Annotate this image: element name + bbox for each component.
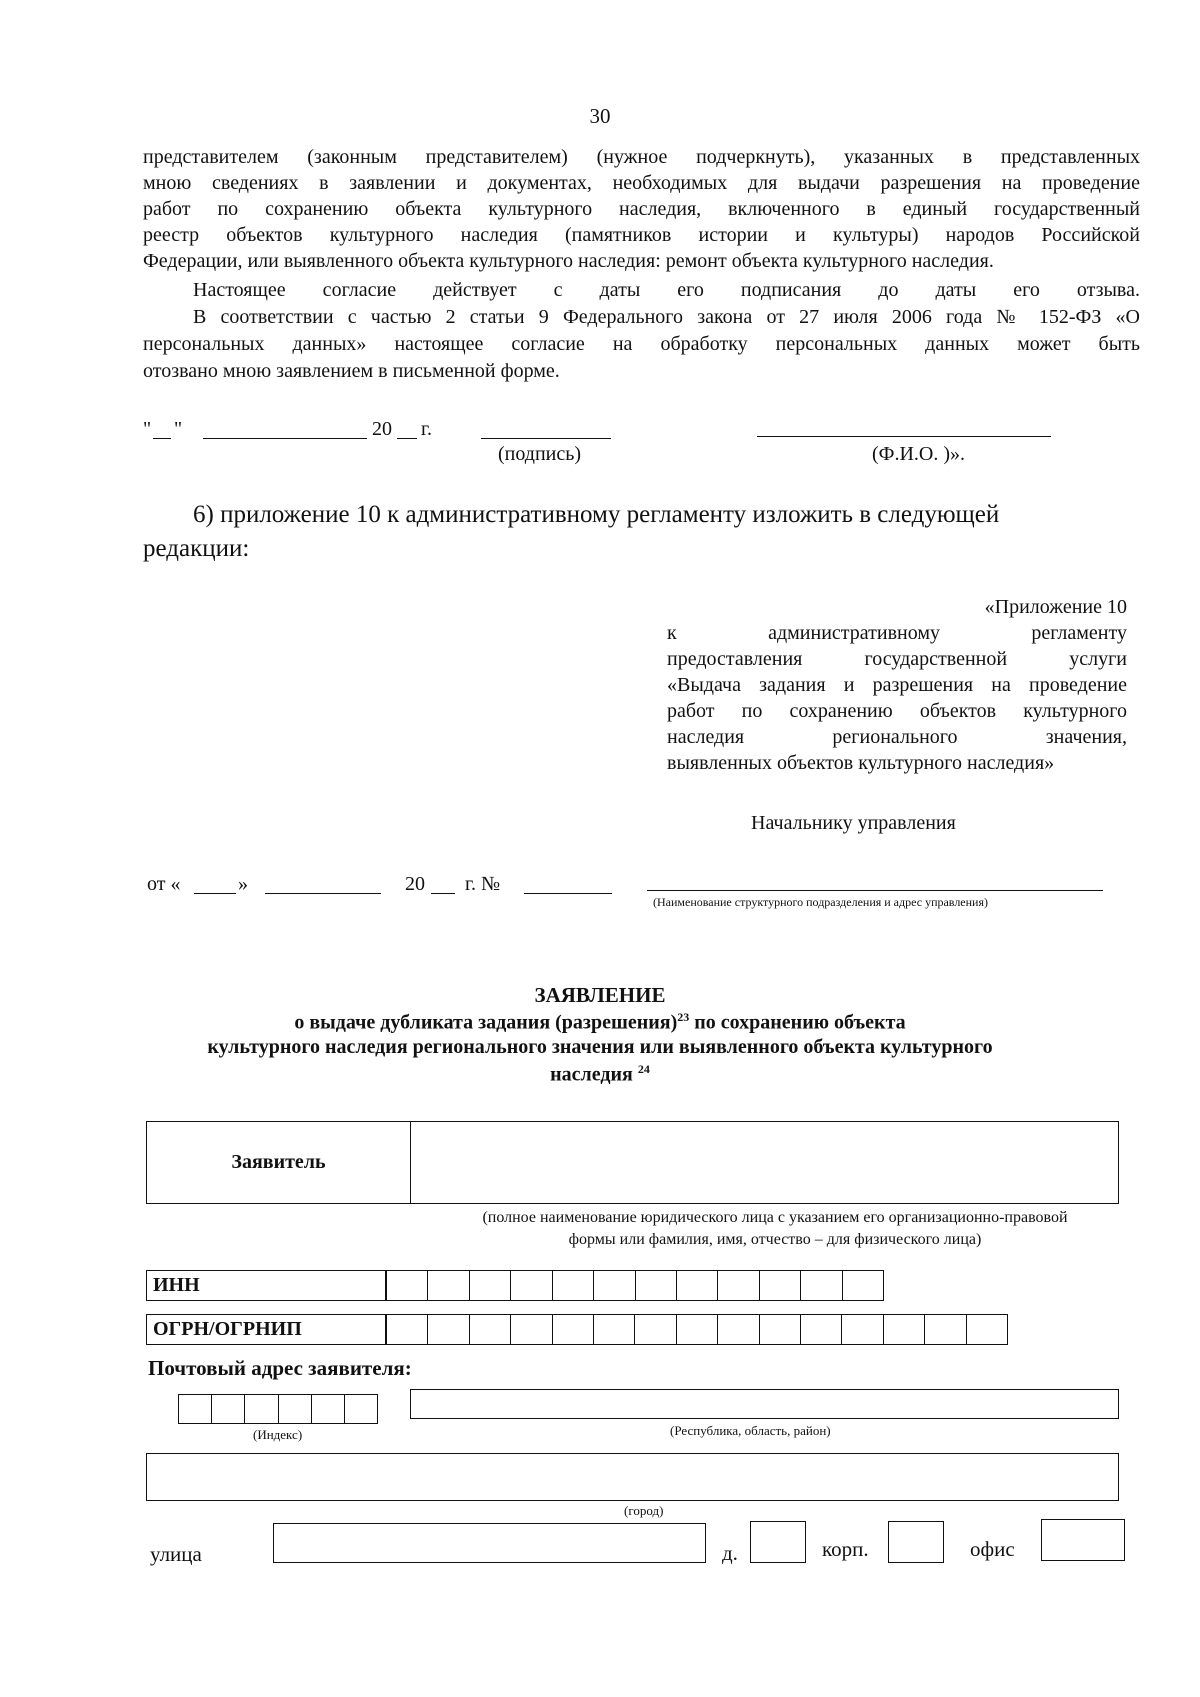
annex-line-1: «Приложение 10 — [984, 596, 1127, 618]
inn-label: ИНН — [153, 1274, 200, 1296]
dated-year: 20 — [405, 873, 425, 895]
inn-cell[interactable] — [676, 1271, 717, 1300]
law-text-2: персональных данных» настоящее согласие на обработку персональных данных может быть — [143, 333, 1140, 355]
subtitle-1-end: по сохранению объекта — [689, 1011, 906, 1034]
ogrn-label: ОГРН/ОГРНИП — [153, 1318, 302, 1340]
dated-number-label: г. № — [465, 873, 501, 895]
ogrn-cell[interactable] — [427, 1315, 468, 1344]
sig-day-blank[interactable] — [153, 438, 171, 439]
signature-blank[interactable] — [481, 438, 611, 439]
fio-label: (Ф.И.О. )». — [872, 443, 966, 465]
annex-line-2: к административному регламенту — [667, 622, 1127, 644]
ogrn-cell[interactable] — [676, 1315, 717, 1344]
footnote-24: 24 — [637, 1062, 650, 1076]
intro-line-5 — [143, 250, 1140, 273]
inn-cell[interactable] — [510, 1271, 551, 1300]
intro-line-4 — [143, 224, 1140, 247]
ogrn-cell[interactable] — [883, 1315, 924, 1344]
intro-text-5: Федерации, или выявленного объекта культурного наследия: ремонт объекта культурного наследия. — [143, 250, 994, 272]
ogrn-cell[interactable] — [841, 1315, 882, 1344]
office-field[interactable] — [1041, 1519, 1125, 1561]
fio-blank[interactable] — [757, 436, 1051, 437]
dated-year-blank[interactable] — [431, 893, 455, 894]
inn-cell[interactable] — [427, 1271, 468, 1300]
inn-cell[interactable] — [469, 1271, 510, 1300]
applicant-caption-2: формы или фамилия, имя, отчество – для физического лица) — [568, 1231, 982, 1248]
subtitle-3-text: наследия — [550, 1063, 633, 1086]
inn-cell[interactable] — [759, 1271, 800, 1300]
law-text-1: В соответствии с частью 2 статьи 9 Федерального закона от 27 июля 2006 года № 152-ФЗ «О — [193, 306, 1140, 328]
applicant-label-cell — [146, 1121, 411, 1204]
law-line-2 — [143, 333, 1140, 356]
inn-cells[interactable] — [386, 1270, 884, 1301]
inn-cell[interactable] — [842, 1271, 883, 1300]
ogrn-cell[interactable] — [469, 1315, 510, 1344]
intro-line-2 — [143, 172, 1140, 195]
addressee: Начальнику управления — [751, 812, 956, 834]
intro-line-3 — [143, 198, 1140, 221]
annex-line-6: наследия регионального значения, — [667, 726, 1127, 748]
postal-label: Почтовый адрес заявителя: — [148, 1356, 412, 1380]
annex-header — [667, 594, 1127, 776]
signature-label: (подпись) — [498, 443, 582, 465]
annex-line-7: выявленных объектов культурного наследия» — [667, 752, 1055, 774]
ogrn-cell[interactable] — [387, 1315, 427, 1344]
office-label: офис — [970, 1537, 1015, 1561]
sig-year: 20 — [372, 418, 392, 440]
subtitle-1-text: о выдаче дубликата задания (разрешения) — [294, 1011, 678, 1034]
amendment-line-2: редакции: — [143, 535, 250, 562]
ogrn-cell[interactable] — [924, 1315, 965, 1344]
annex-line-4: «Выдача задания и разрешения на проведение — [667, 674, 1127, 696]
house-field[interactable] — [750, 1521, 806, 1563]
ogrn-cell[interactable] — [552, 1315, 593, 1344]
index-cells[interactable] — [178, 1394, 378, 1424]
applicant-field[interactable] — [410, 1121, 1119, 1204]
application-subtitle-1 — [0, 1010, 1200, 1035]
annex-line-3: предоставления государственной услуги — [667, 648, 1127, 670]
sig-year-blank[interactable] — [397, 438, 417, 439]
index-cell[interactable] — [244, 1395, 277, 1423]
ogrn-cell[interactable] — [717, 1315, 758, 1344]
building-field[interactable] — [888, 1521, 944, 1563]
dated-month-blank[interactable] — [265, 893, 381, 894]
law-text-3: отозвано мною заявлением в письменной форме. — [143, 360, 560, 382]
amendment-line-1: 6) приложение 10 к административному регламенту изложить в следующей — [193, 501, 1000, 528]
dated-day-blank[interactable] — [194, 893, 236, 894]
application-subtitle-3 — [0, 1062, 1200, 1087]
ogrn-cell[interactable] — [759, 1315, 800, 1344]
annex-line-5: работ по сохранению объектов культурного — [667, 700, 1127, 722]
street-field[interactable] — [273, 1523, 706, 1563]
sig-year-suffix: г. — [421, 418, 432, 440]
index-cell[interactable] — [211, 1395, 244, 1423]
house-label: д. — [722, 1541, 738, 1565]
index-cell[interactable] — [278, 1395, 311, 1423]
intro-text-3: работ по сохранению объекта культурного наследия, включенного в единый государственный — [143, 198, 1140, 220]
sig-quote-open: " — [143, 418, 152, 440]
inn-label-cell — [146, 1270, 386, 1301]
index-cell[interactable] — [179, 1395, 211, 1423]
ogrn-cell[interactable] — [634, 1315, 675, 1344]
index-caption: (Индекс) — [253, 1427, 303, 1442]
applicant-caption — [405, 1207, 1145, 1251]
dept-blank[interactable] — [647, 890, 1103, 891]
city-field[interactable] — [146, 1453, 1119, 1501]
street-label: улица — [150, 1542, 202, 1566]
building-label: корп. — [822, 1537, 869, 1561]
index-cell[interactable] — [311, 1395, 344, 1423]
law-line-1 — [193, 306, 1140, 329]
application-subtitle-2: культурного наследия регионального значения или выявленного объекта культурного — [207, 1036, 993, 1058]
ogrn-cell[interactable] — [510, 1315, 551, 1344]
applicant-label: Заявитель — [231, 1151, 326, 1173]
intro-text-1: представителем (законным представителем) (нужное подчеркнуть), указанных в представленных — [143, 146, 1140, 168]
index-cell[interactable] — [344, 1395, 377, 1423]
consent-line — [193, 279, 1140, 302]
region-caption: (Республика, область, район) — [670, 1423, 831, 1438]
ogrn-cell[interactable] — [800, 1315, 841, 1344]
application-title: ЗАЯВЛЕНИЕ — [534, 983, 666, 1007]
ogrn-cells[interactable] — [386, 1314, 1008, 1345]
region-field[interactable] — [410, 1389, 1119, 1419]
intro-text-4: реестр объектов культурного наследия (памятников истории и культуры) народов Российской — [143, 224, 1140, 246]
intro-line-1 — [143, 146, 1140, 169]
inn-cell[interactable] — [717, 1271, 758, 1300]
dated-from: от « — [147, 873, 181, 895]
city-caption: (город) — [624, 1503, 664, 1518]
inn-cell[interactable] — [387, 1271, 427, 1300]
sig-quote-close: " — [174, 418, 183, 440]
sig-month-blank[interactable] — [203, 438, 367, 439]
consent-text: Настоящее согласие действует с даты его подписания до даты его отзыва. — [193, 279, 1140, 301]
page-number: 30 — [589, 104, 611, 128]
ogrn-cell[interactable] — [593, 1315, 634, 1344]
dated-number-blank[interactable] — [524, 893, 612, 894]
law-line-3 — [143, 360, 1140, 383]
dated-close: » — [238, 873, 248, 895]
ogrn-cell[interactable] — [966, 1315, 1007, 1344]
intro-text-2: мною сведениях в заявлении и документах, необходимых для выдачи разрешения на проведение — [143, 172, 1140, 194]
applicant-caption-1: (полное наименование юридического лица с указанием его организационно-правовой — [482, 1209, 1068, 1226]
ogrn-label-cell — [146, 1314, 386, 1345]
inn-cell[interactable] — [593, 1271, 634, 1300]
inn-cell[interactable] — [800, 1271, 841, 1300]
dept-caption: (Наименование структурного подразделения и адрес управления) — [653, 895, 988, 909]
inn-cell[interactable] — [552, 1271, 593, 1300]
inn-cell[interactable] — [635, 1271, 676, 1300]
footnote-23: 23 — [677, 1010, 690, 1024]
